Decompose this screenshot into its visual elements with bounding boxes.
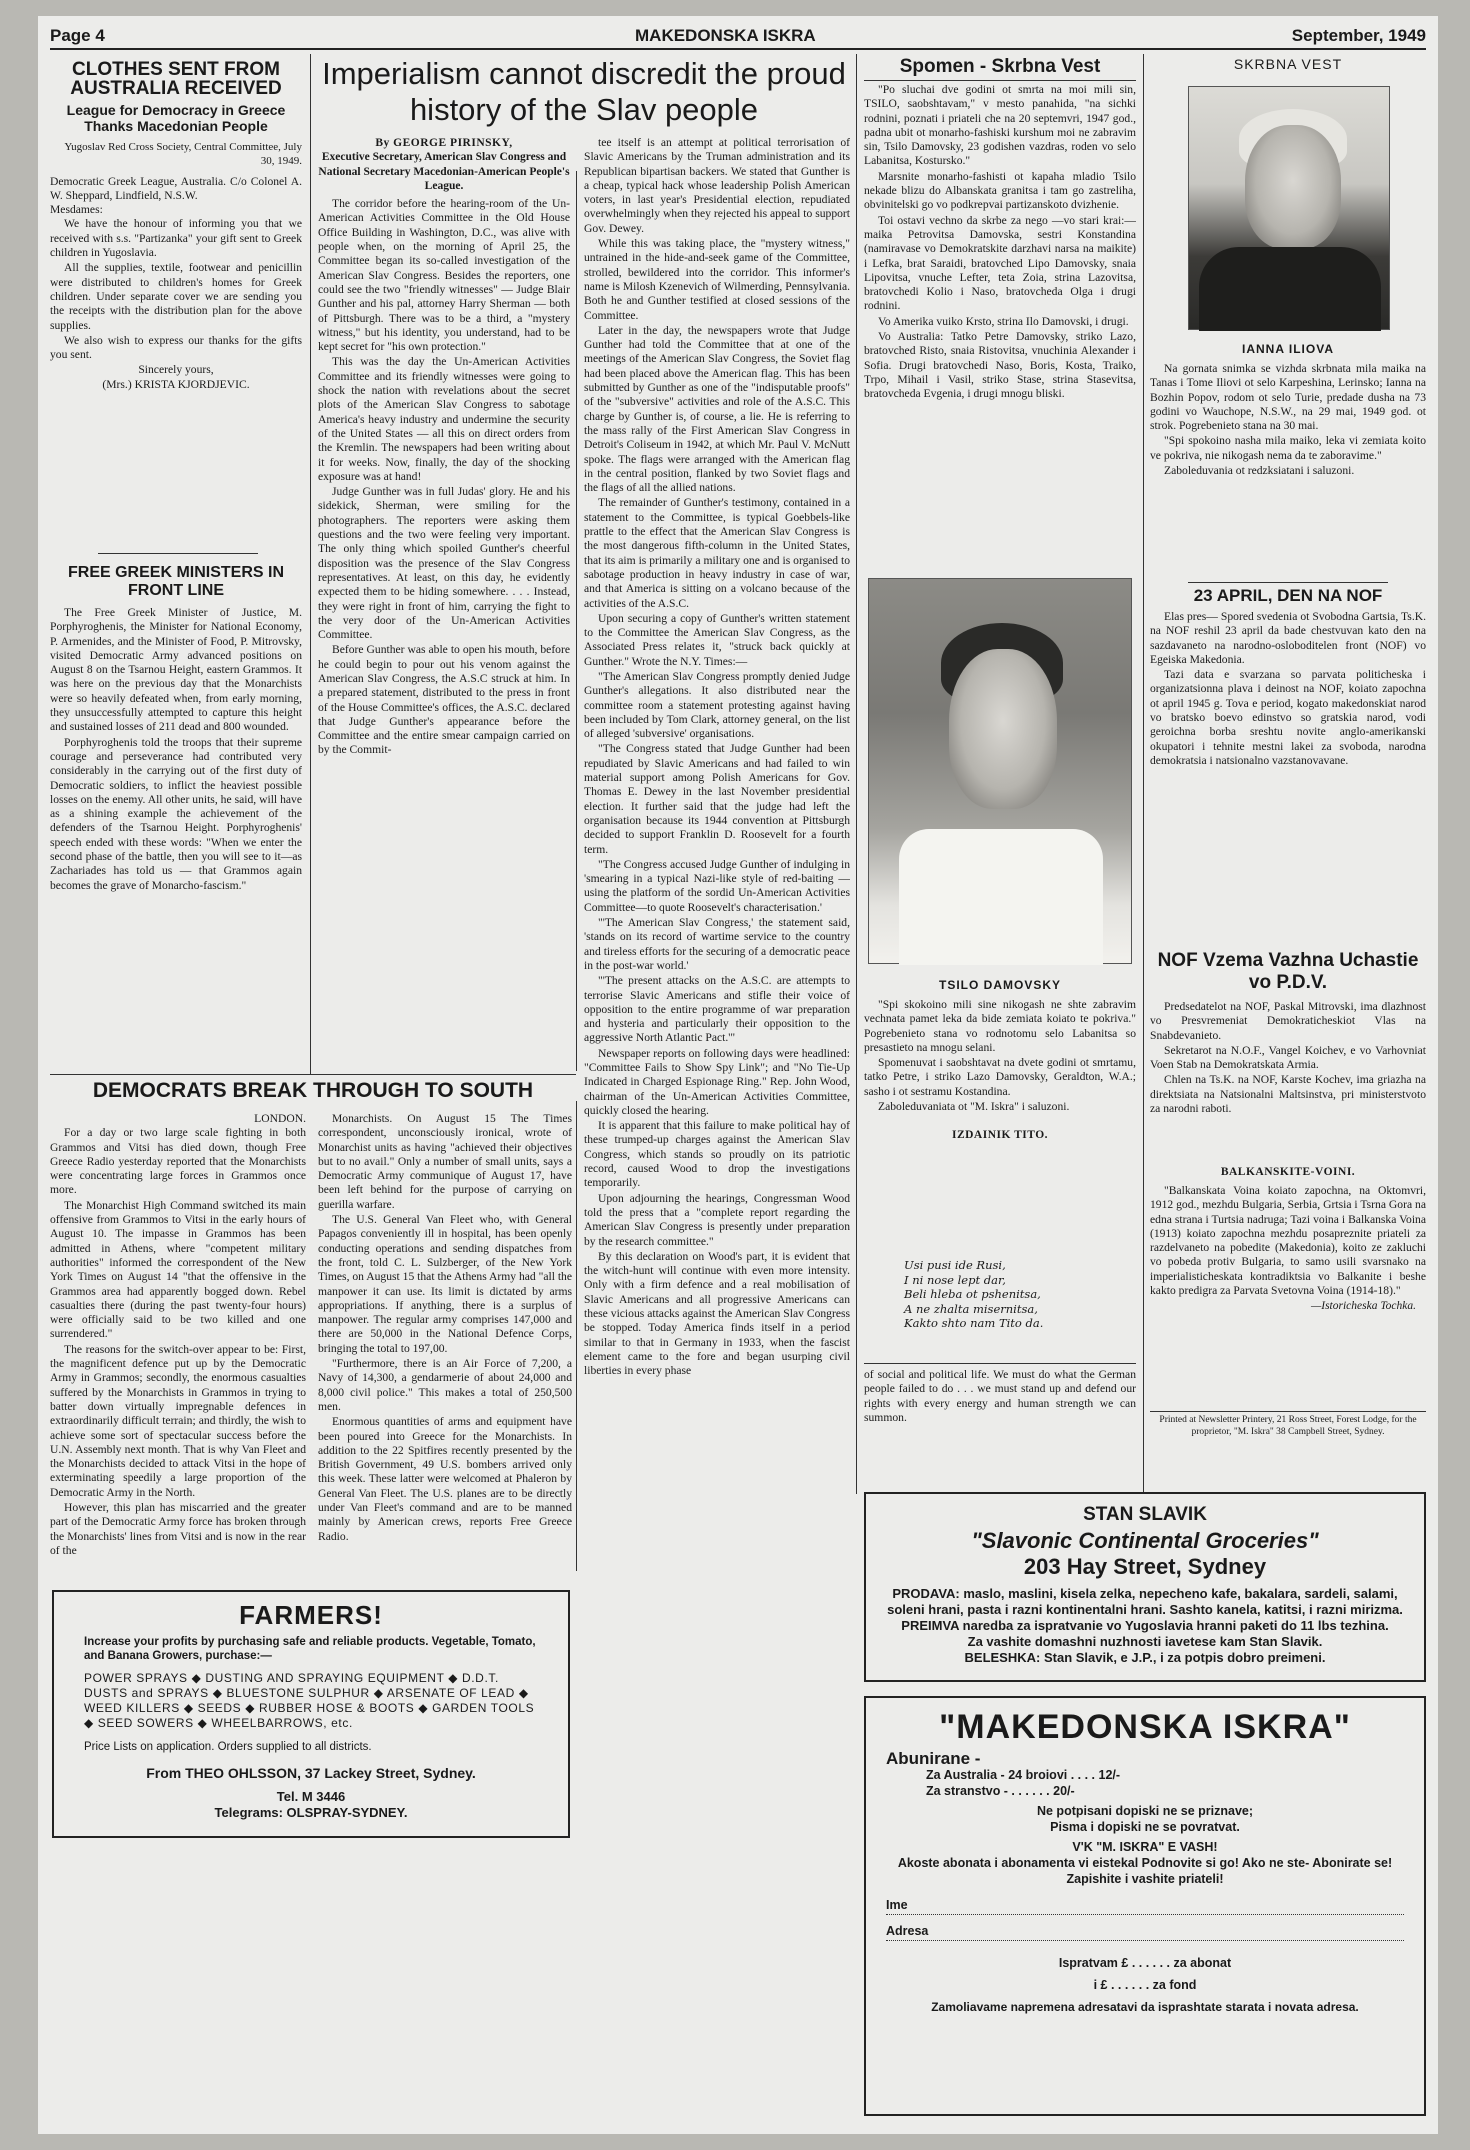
farmers-ad-items: POWER SPRAYS ◆ DUSTING AND SPRAYING EQUIPMENT ◆ D.D.T. DUSTS and SPRAYS ◆ BLUESTONE SULPHUR ◆ ARSENATE OF LEAD ◆ WEED KILLERS ◆ SEEDS ◆ RUBBER HOSE & BOOTS ◆ GARDEN TOOLS ◆ SEED SOWERS ◆ WHEELBARROWS, etc.: [84, 1671, 535, 1730]
farmers-ad-telegrams: Telegrams: OLSPRAY-SYDNEY.: [214, 1805, 408, 1820]
spomen-continued: [864, 998, 1136, 1248]
iskra-ad-abunirane: Abunirane -: [886, 1749, 981, 1768]
pirinsky-paragraph: Before Gunther was able to open his mouth, before he could begin to pour out his venom against the American Slav Congress, the A.S.C struck at him. In a prepared statement, distributed to the press in front of the House Committee's offices, the A.S.C. declared that Judge Gunther's appearance before the Committee and the entire smear campaign carried on by the Commit-: [318, 643, 570, 757]
democrats-headline-block: [50, 1078, 576, 1106]
pirinsky-paragraph: This was the day the Un-American Activities Committee and its friendly witnesses were going to shock the nation with revelations about the secret plots of the American Slav Congress to sabotage America's heavy industry and undermine the security of the United States — all this on direct orders from the Kremlin. The newspapers had been writing about it for weeks. Now, finally, the day of the shocking exposure was at hand!: [318, 355, 570, 483]
stan-ad-beleshka: BELESHKA: Stan Slavik, e J.P., i za potpis dobro preimeni.: [964, 1650, 1326, 1665]
clothes-signature: (Mrs.) KRISTA KJORDJEVIC.: [102, 377, 250, 391]
skrbna-headline: SKRBNA VEST: [1233, 56, 1343, 72]
iskra-ad-name-line[interactable]: [886, 1897, 1404, 1915]
iskra-ad-title: "MAKEDONSKA ISKRA": [939, 1708, 1351, 1746]
iskra-ad-ispratvam: Ispratvam £ . . . . . . za abonat: [1058, 1956, 1232, 1970]
pirinsky-paragraph: "'The American Slav Congress,' the statement said, 'stands on its record of wartime service to the country and tireless efforts for the securing of a democratic peace in the post-war world.': [584, 916, 850, 972]
printer-text: Printed at Newsletter Printery, 21 Ross Street, Forest Lodge, for the proprietor, "M. Iskra" 38 Campbell Street, Sydney.: [1159, 1415, 1417, 1437]
izdainik-poem: [864, 1258, 1136, 1348]
farmers-ad-price: Price Lists on application. Orders supplied to all districts.: [84, 1741, 372, 1753]
poem-line: Kakto shto nam Tito da.: [904, 1316, 1044, 1330]
farmers-ad: [52, 1590, 570, 1838]
tsilo-portrait-photo: [868, 578, 1132, 964]
masthead: [50, 24, 1426, 50]
democrats-dateline: LONDON.: [254, 1112, 306, 1125]
balkanskite-signature: —Istoricheska Tochka.: [1311, 1300, 1416, 1313]
clothes-paragraph: We have the honour of informing you that we received with s.s. "Partizanka" your gift sent to Greek children in Yugoslavia.: [50, 217, 302, 260]
clothes-dateline: Yugoslav Red Cross Society, Central Committee, July 30, 1949.: [64, 141, 302, 168]
page-number: Page 4: [50, 26, 105, 45]
pirinsky-paragraph: By this declaration on Wood's part, it is evident that the witch-hunt will continue with even more intensity. Only with a firm defence and a real mobilisation of Slavic Americans and all progressive Americans can these vicious attacks against the American Slav Congress be stopped. Today America finds itself in a period similar to that in Germany in 1933, when the fascist element came to the fore and began usurping civil liberties in every phase: [584, 1249, 850, 1378]
stan-ad-name: STAN SLAVIK: [1083, 1504, 1207, 1525]
clothes-salutation: Mesdames:: [50, 203, 103, 217]
pirinsky-paragraph: Judge Gunther was in full Judas' glory. He and his sidekick, Sherman, were smiling for the photographers. The reporters were asking them questions and the two were feeling very important. The only thing which spoiled Gunther's cheerful disposition was the presence of the Slav Congress representatives. At least, on this day, he evidently expected them to be hiding somewhere. . . . Instead, they were right in front of him, carrying the fight to the very door of the Un-American Activities Committee.: [318, 485, 570, 642]
skrbna-paragraph: Na gornata snimka se vizhda skrbnata mila maika na Tanas i Tome Iliovi ot selo Karpeshina, Lerinsko; Ianna na Bozhin Popov, rodom ot selo Turie, predade dusha na 73 godini vo Wauchope, N.S.W., na 29 mai, 1949 god. ot strok. Pogrebenieto stana na 30 mai.: [1150, 362, 1426, 433]
spomen-headline: Spomen - Skrbna Vest: [864, 56, 1136, 81]
ianna-photo-caption: IANNA ILIOVA: [1242, 342, 1334, 356]
pirinsky-paragraph: "The Congress accused Judge Gunther of indulging in 'smearing in a typical Nazi-like style of red-baiting — using the platform of the sordid Un-American Activities Committee—to quote Roosevelt's characterisation.': [584, 857, 850, 914]
ministers-headline: FREE GREEK MINISTERS IN FRONT LINE: [67, 564, 285, 599]
spomen-paragraph: Marsnite monarho-fashisti ot kaраha mladio Tsilo nekade blizu do Albanskata granitsa i tam go zastrelihа, obvinitelski go vo podkrepvai partizanskoto dvizhenie.: [864, 169, 1136, 212]
iskra-ad-ime: Ime: [886, 1898, 908, 1912]
pirinsky-column-a: [318, 136, 570, 1068]
spomen-paragraph: Toi ostavi vechno da skrbe za nego —vo stari krai:—maika Petrovitsa Damovska, sestri Konstandina (namiravase vo Demokratskite darzhavi narsa na maikite) i Lefka, brat Saraidi, bratovched Lipo Damovsky, snaia Lipovitsa, vnuche Lefter, teta Zoia, strina Lazovitsa, bratovchedi Kolio i Naso, bratovcheda Olga i drugi rodnini.: [864, 213, 1136, 313]
iskra-ad-address-line[interactable]: [886, 1923, 1404, 1941]
democrats-column-b: [318, 1112, 572, 1572]
clothes-close: Sincerely yours,: [138, 363, 214, 377]
ianna-portrait-photo: [1188, 86, 1390, 330]
farmers-ad-tel: Tel. M 3446: [276, 1789, 346, 1804]
nof-headline: NOF Vzema Vazhna Uchastie vo P.D.V.: [1157, 950, 1419, 993]
pirinsky-continued: [864, 1368, 1136, 1438]
april-paragraph: Tazi data e svarzana so parvata politicheska i organizatsionna plava i deinost na NOF, koiato zapochna ot april 1945 g. Tova e period, kogato makedonskiat narod vo bratsko boevo edinstvo so gratskia narod, vodi geroichna borba sreshtu novite anglo-amerikanski okupatori i tehnite mestni lakei za svoboda, narodna demokratsia i natsionalno vazstanovavane.: [1150, 668, 1426, 767]
pirinsky-title: Executive Secretary, American Slav Congress and National Secretary Macedonian-American People's League.: [318, 151, 570, 192]
printer-notice: [1150, 1415, 1426, 1455]
democrats-paragraph: The reasons for the switch-over appear to be: First, the magnificent defence put up by the Democratic Army in Grammos; secondly, the enormous casualties suffered by the Monarchists in Grammos in trying to batter down virtually impregnable defences in extraordinarily difficult terrain; and thirdly, the wish to achieve some sort of spectacular success before the U.N. Assembly next month. That is why Van Fleet and the Monarchists decided to attack Vitsi in the hope of exterminating speedily a large proportion of the Democratic Army in the North.: [50, 1342, 306, 1499]
balkanskite-paragraph: "Balkanskata Voina koiato zapochna, na Oktomvri, 1912 god., mezhdu Bulgaria, Serbia, Grtsia i Tsrna Gora na edna strana i Turtsia nadruga; Tazi voina i Balkanska Voina (1913) koiato zapochna mezhdu posapreznite priateli za razdelvaneto na pobedite (Makedonia), koito ze zakluchi vo pobeda protiv Bulgaria, to samo usili svarsnako na imperialisticheskata kontradiktsia vo Balkanite i beshe kakto predigra za Parvata Svetovna Voina (1914-18).": [1150, 1184, 1426, 1298]
tsilo-photo-caption: TSILO DAMOVSKY: [938, 978, 1061, 992]
democrats-paragraph: For a day or two large scale fighting in both Grammos and Vitsi has died down, though Free Greece Radio yesterday reported that the Monarchists were concentrating large forces in Grammos once more.: [50, 1126, 306, 1197]
skrbna-text: [1150, 362, 1426, 562]
pirinsky-paragraph: Upon securing a copy of Gunther's written statement to the Committee the American Slav Congress, as the Associated Press relates it, "struck back quickly at Gunther." Wrote the N.Y. Times:—: [584, 611, 850, 668]
clothes-address: Democratic Greek League, Australia. C/o Colonel A. W. Sheppard, Lindfield, N.S.W.: [50, 174, 302, 202]
stan-slavik-ad: [864, 1492, 1426, 1682]
spomen-paragraph: Vo Australia: Tatko Petre Damovsky, striko Lazo, bratovched Risto, snaia Ristovitsa, vnuchinia Alexander i Sofia. Drugi bratovchedi Naso, Boris, Kosta, Traiko, Trpo, Mihail i Vasil, striko Stase, strina Stasevitsa, bratovcheda Evgenia, i drugi mnogu bliski.: [864, 330, 1136, 401]
iskra-ad-fond: i £ . . . . . . za fond: [1093, 1978, 1197, 1992]
pirinsky-byline: By GEORGE PIRINSKY,: [375, 137, 513, 149]
pirinsky-column-b: [584, 136, 850, 2126]
iskra-ad-note: Pisma i dopiski ne se povratvat.: [1050, 1820, 1240, 1834]
nof-paragraph: Chlen na Ts.K. na NOF, Karste Kochev, ima griazha na direktsiata na Natsionalni Maltsinstva, pri ministerstvoto za narodni raboti.: [1150, 1073, 1426, 1116]
spomen-paragraph: Zaboleduvaniata ot "M. Iskra" i saluzoni.: [878, 1100, 1070, 1114]
iskra-ad-stranstvo: Za stranstvo - . . . . . . 20/-: [926, 1784, 1075, 1798]
stan-ad-store: "Slavonic Continental Groceries": [971, 1528, 1319, 1553]
pirinsky-paragraph: "The American Slav Congress promptly denied Judge Gunther's allegations. It also distributed near the committee room a statement protesting against having been included by Tom Clark, attorney general, on the list of alleged 'subversive' organisations.: [584, 669, 850, 741]
spomen-paragraph: Spomenuvat i saobshtavat na dvete godini ot smrtamu, tatko Petre, i striko Lazo Damovsky, Geraldton, W.A.; sasho i ot sestramu Kostandina.: [864, 1056, 1136, 1098]
clothes-headline: CLOTHES SENT FROM AUSTRALIA RECEIVED: [70, 60, 282, 99]
nof-paragraph: Sekretarot na N.O.F., Vangel Koichev, e vo Varhovniat Voen Stab na Demokratskata Armia.: [1150, 1043, 1426, 1072]
democrats-headline: DEMOCRATS BREAK THROUGH TO SOUTH: [92, 1079, 534, 1102]
democrats-paragraph: "Furthermore, there is an Air Force of 7,200, a Navy of 14,300, a gendarmerie of about 24,000 and 8,000 civil police." This makes a total of 250,500 men.: [318, 1357, 572, 1413]
spomen-paragraph: Vo Amerika vuiko Krsto, strina Ilo Damovski, i drugi.: [878, 314, 1129, 328]
spomen-paragraph: "Spi skokoino mili sine nikogash ne shte zabravim vechnata pamet leka da bide zemiata koiato te pokriva." Pogrebenieto stana vo rodnotomu selo Labanitsa so presastieto na mnogu selani.: [864, 998, 1136, 1054]
pirinsky-paragraph: The remainder of Gunther's testimony, contained in a statement to the Committee, is typical Goebbels-like prattle to the effect that the American Slav Congress is the most dangerous fifth-column in the United States, that its aim is primarily a military one and is organised to sabotage production in heavy industry in case of war, and that America is sitting on a volcano because of the activities of the A.S.C.: [584, 496, 850, 610]
poem-line: Beli hleba ot pshenitsa,: [904, 1287, 1041, 1301]
iskra-ad-akoste: Akoste abonata i abonamenta vi eistekal Podnovite si go! Ako ne ste- Abonirate se! Zapishite i vashite priateli!: [897, 1856, 1393, 1886]
democrats-column-a: [50, 1112, 306, 1572]
iskra-ad-adresa: Adresa: [886, 1924, 929, 1938]
iskra-ad-vk: V'K "M. ISKRA" E VASH!: [1072, 1840, 1218, 1854]
ministers-paragraph: Porphyroghenis told the troops that their supreme courage and perseverance had contributed very considerably in the carrying out of the first duty of Democratic soldiers, to inflict the heaviest possible losses on the enemy. All other units, he said, will have as a shining example the achievement of the defenders of the Tsarnou Height. Porphyroghenis' speech ended with these words: "When we enter the second phase of the battle, then you will see to it—as Zachariades has told us — that Grammos again becomes the grave of Monarcho-fascism.": [50, 735, 302, 892]
farmers-ad-title: FARMERS!: [239, 1600, 383, 1630]
balkanskite-article: [1150, 1166, 1426, 1406]
clothes-paragraph: We also wish to express our thanks for the gifts you sent.: [50, 333, 302, 362]
farmers-ad-intro: Increase your profits by purchasing safe and reliable products. Vegetable, Tomato, and Banana Growers, purchase:—: [84, 1636, 536, 1662]
april-paragraph: Elas pres— Spored svedenia ot Svobodna Gartsia, Ts.K. na NOF reshil 23 april da bade chestvuvan kato den na sazdavaneto na narodno-osloboditelen front (NOF) vo Egeiska Makedonia.: [1150, 610, 1426, 666]
clothes-article: [50, 60, 302, 580]
masthead-date: September, 1949: [1291, 26, 1426, 45]
democrats-paragraph: The Monarchist High Command switched its main offensive from Grammos to Vitsi in the early hours of August 10. The impasse in Grammos has been admitted in Athens, where "competent military authorities" informed the correspondent of the New York Times on August 14 "that the offensive in the Grammos area had apparently bogged down. Rebel casualties there (during the past twenty-four hours) were officially said to be two killed and one surrendered.": [50, 1198, 306, 1341]
poem-line: A ne zhalta misernitsa,: [904, 1301, 1038, 1316]
pirinsky-headline: Imperialism cannot discredit the proud history of the Slav people: [322, 56, 846, 127]
ministers-paragraph: The Free Greek Minister of Justice, M. Porphyroghenis, the Minister for National Economy, P. Armenides, and the Minister of Food, P. Mitrovsky, visited Democratic Army advanced positions on August 8 on the Tsarnou Height, eastern Grammos. It was here on the previous day that the Monarchists were so heavily defeated when, from early morning, they unsuccessfully attempted to capture this height and sustained losses of 211 dead and 800 wounded.: [50, 606, 302, 734]
iskra-subscription-ad: [864, 1696, 1426, 2116]
clothes-paragraph: All the supplies, textile, footwear and penicillin were distributed to children's homes for Greek children. Under separate cover we are sending you the receipts with the distribution plan for the above supplies.: [50, 261, 302, 332]
skrbna-paragraph: Zaboleduvania ot redzksiatani i saluzoni.: [1164, 464, 1355, 478]
pirinsky-paragraph: Newspaper reports on following days were headlined: "Committee Fails to Show Spy Link"; and "No Tie-Up Indicated in Charged Espionage Ring." Rep. John Wood, chairman of the Un-American Activities Committee, quickly closed the hearing.: [584, 1046, 850, 1117]
farmers-ad-from: From THEO OHLSSON, 37 Lackey Street, Sydney.: [146, 1765, 476, 1781]
ministers-article: [50, 564, 302, 1069]
april-headline: 23 APRIL, DEN NA NOF: [1193, 586, 1383, 605]
poem-line: I ni nose lept dar,: [904, 1272, 1006, 1287]
pirinsky-continued-text: of social and political life. We must do what the German people failed to do . . . we must stand up and defend our rights with every energy and human strength we can summon.: [864, 1368, 1136, 1424]
masthead-title: MAKEDONSKA ISKRA: [635, 26, 816, 45]
pirinsky-paragraph: It is apparent that this failure to make political hay of these trumped-up charges against the American Slav Congress, which stands so proudly on its patriotic record, caused Wood to drop the investigations temporarily.: [584, 1119, 850, 1190]
stan-ad-address: 203 Hay Street, Sydney: [1023, 1554, 1267, 1579]
poem-line: Usi pusi ide Rusi,: [904, 1258, 1006, 1272]
iskra-ad-note: Ne potpisani dopiski ne se priznave;: [1036, 1804, 1254, 1818]
skrbna-paragraph: "Spi spokoino nasha mila maiko, leka vi zemiata koito ve pokriva, nie nikogash nema da te zaboravime.": [1150, 434, 1426, 462]
pirinsky-paragraph: The corridor before the hearing-room of the Un-American Activities Committee in the Old House Office Building in Washington, D.C., was alive with people when, on the morning of April 25, the Committee began its so-called investigation of the American Slav Congress. Besides the reporters, one could see the two "friendly witnesses" — Judge Blair Gunther and his pal, attorney Harry Sherman — both of Pittsburgh. There was to be a third, a "mystery witness," but his identity, you understand, had to be kept secret for "his own protection.": [318, 197, 570, 354]
democrats-paragraph: The U.S. General Van Fleet who, with General Papagos conveniently ill in hospital, has been openly conducting operations and sending dispatches from the front, told C. L. Sulzberger, of the New York Times, on August 15 that the Athens Army had "all the manpower it can use. Its limit is dictated by arms appropriations. If anything, there is a surplus of manpower. The regular army comprises 147,000 and there are 50,000 in the National Defence Corps, bringing the total to 197,00.: [318, 1213, 572, 1355]
balkanskite-headline: BALKANSKITE-VOINI.: [1220, 1166, 1356, 1178]
stan-ad-za: Za vashite domashni nuzhnosti iavetese kam Stan Slavik.: [967, 1634, 1323, 1649]
nof-paragraph: Predsedatelot na NOF, Paskal Mitrovski, ima dlazhnost vo Presvremeniat Demokraticheskiot Vlas na Snabdevanieto.: [1150, 1000, 1426, 1042]
stan-ad-prodava: PRODAVA: maslo, maslini, kisela zelka, nepecheno kafe, bakalara, sardeli, salami, soleni hrani, pasta i razni kontinentalni hrani. Sashto kanela, katitsi, i razni mirizma.: [887, 1586, 1403, 1617]
spomen-paragraph: "Po sluchai dve godini ot smrta na moi mili sin, TSILO, saobshtavam," v mesto panahida, "na sichki rodnini, poznati i priateli che na 20 septemvri, 1947 god., padna ubit ot monarho-fashiski kurshum moi ne zabravim sin, Tsilo Damovsky, 23 godishen vazdras, roden vo selo Labanitsa, Kostursko.": [864, 83, 1136, 168]
democrats-paragraph: However, this plan has miscarried and the greater part of the Democratic Army force has broken through the Monarchists' lines from Vitsi and is now in the rear of the: [50, 1501, 306, 1557]
stan-ad-preimva: PREIMVA naredba za ispratvanie vo Yugoslavia hranni paketi do 11 lbs tezhina.: [901, 1618, 1389, 1633]
democrats-paragraph: Monarchists. On August 15 The Times correspondent, unconsciously ironical, wrote of Monarchist units as having "achieved their objectives but to no avail." Only a number of small units, says a Democratic Army communique of August 17, have been left behind for the purpose of carrying on guerilla warfare.: [318, 1112, 572, 1211]
pirinsky-paragraph: Upon adjourning the hearings, Congressman Wood told the press that a "complete report regarding the American Slav Congress is presently under preparation by the research committee.": [584, 1191, 850, 1248]
izdainik-title: IZDAINIK TITO.: [951, 1129, 1049, 1142]
iskra-ad-australia: Za Australia - 24 broiovi . . . . 12/-: [926, 1768, 1121, 1782]
nof-article: [1150, 950, 1426, 1160]
democrats-paragraph: Enormous quantities of arms and equipment have been poured into Greece for the Monarchists. In addition to the 22 Spitfires recently presented by the British Government, 49 U.S. bombers arrived only this week. These latter were welcomed at Phaleron by General Van Fleet. The U.S. planes are to be directly under Van Fleet's command and are to be manned mainly by American crews, reports Free Greece Radio.: [318, 1415, 572, 1543]
pirinsky-paragraph: tee itself is an attempt at political terrorisation of Slavic Americans by the Truman administration and its Republican bipartisan backers. We stated that Gunther is a cheap, typical hack whose leadership Polish American voters, in last year's Presidential election, repudiated overwhelmingly when they rejected his appeal to support Gov. Dewey.: [584, 136, 850, 235]
newspaper-page: [38, 16, 1438, 2134]
pirinsky-paragraph: "The Congress stated that Judge Gunther had been repudiated by Slavic Americans and had failed to win material support among Polish Americans for Gov. Thomas E. Dewey in the last November presidential election. It further said that the judge had left the organisation because its 1944 convention at Pittsburgh decided to support Franklin D. Roosevelt for a fourth term.: [584, 742, 850, 856]
pirinsky-paragraph: While this was taking place, the "mystery witness," untrained in the hide-and-seek game of the Committee, strolled, bewildered into the corridor. This informer's name is Milosh Kzenevich of Wilmerding, Pennsylvania. Both he and Gunther testified at closed sessions of the Committee.: [584, 237, 850, 322]
pirinsky-paragraph: "'The present attacks on the A.S.C. are attempts to terrorise Slavic Americans and stifle their voice of opposition to the entire programme of war preparation and hysteria and particularly their opposition to the aggressive North Atlantic Pact.'": [584, 974, 850, 1045]
clothes-subhead: League for Democracy in Greece Thanks Macedonian People: [66, 102, 286, 134]
iskra-ad-zamoliavame: Zamoliavame napremena adresatavi da isprashtate starata i novata adresa.: [931, 2000, 1359, 2014]
april-article: [1150, 586, 1426, 946]
pirinsky-paragraph: Later in the day, the newspapers wrote that Judge Gunther had told the Committee that at one of the meetings of the American Slav Congress, the Soviet flag had been placed above the American flag. This has been submitted by Gunther as one of the "indisputable proofs" of the "subversive" activities and role of the A.S.C. This charge by Gunther is, of course, a lie. He is referring to the mass rally of the First American Slav Congress in Detroit's Coliseum in 1942, at which Mr. Paul V. McNutt spoke. The flags were arranged with the American flag in the central position, flanked by two Soviet flags and the flags of all the allied nations.: [584, 323, 850, 495]
